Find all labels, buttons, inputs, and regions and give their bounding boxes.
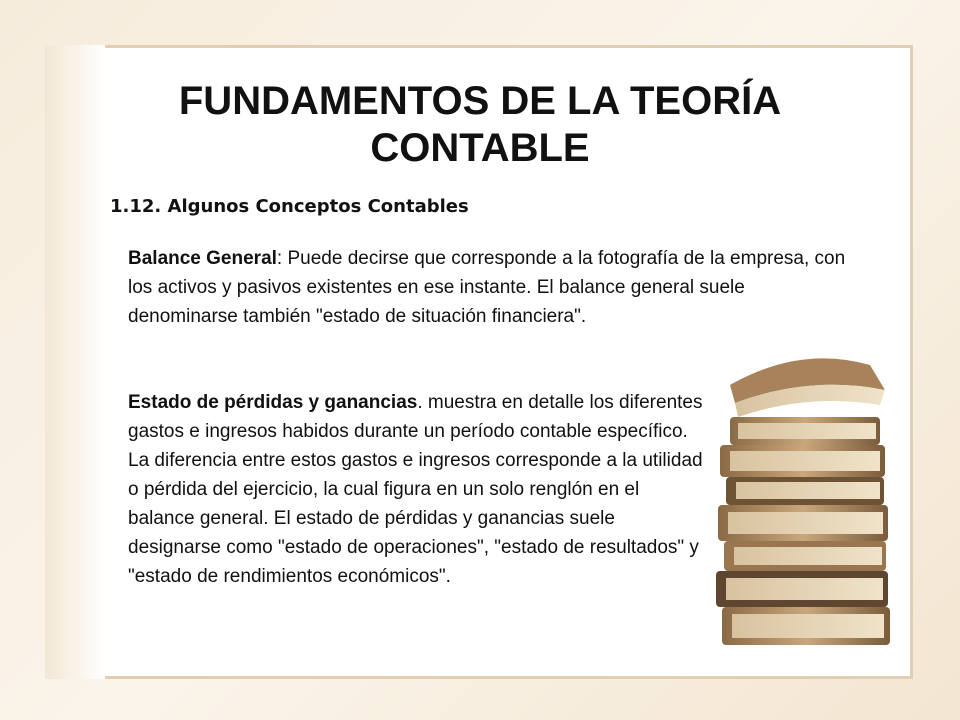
balance-general-term: Balance General — [128, 248, 277, 269]
left-accent-strip — [45, 45, 105, 679]
estado-perdidas-text: . muestra en detalle los diferentes gastos e ingresos habidos durante un período contable específico. La diferencia entre estos gastos e ingresos corresponde a la utilidad o pérdida del ejercicio, la cual figura en un solo renglón en el balance general. El estado de pérdidas y ganancias suele designarse como "estado de operaciones", "estado de resultados" y "estado de rendimientos económicos". — [128, 392, 703, 587]
estado-perdidas-paragraph — [128, 388, 706, 591]
section-subtitle: 1.12. Algunos Conceptos Contables — [110, 196, 469, 217]
book-stack-illustration — [690, 345, 900, 650]
estado-perdidas-term: Estado de pérdidas y ganancias — [128, 392, 418, 413]
book-stack-image — [690, 345, 900, 650]
slide-title: FUNDAMENTOS DE LA TEORÍA CONTABLE — [178, 79, 782, 170]
balance-general-paragraph — [128, 244, 858, 331]
balance-general-text: : Puede decirse que corresponde a la fotografía de la empresa, con los activos y pasivos existentes en ese instante. El balance general suele denominarse también "estado de situación financiera". — [128, 248, 846, 327]
